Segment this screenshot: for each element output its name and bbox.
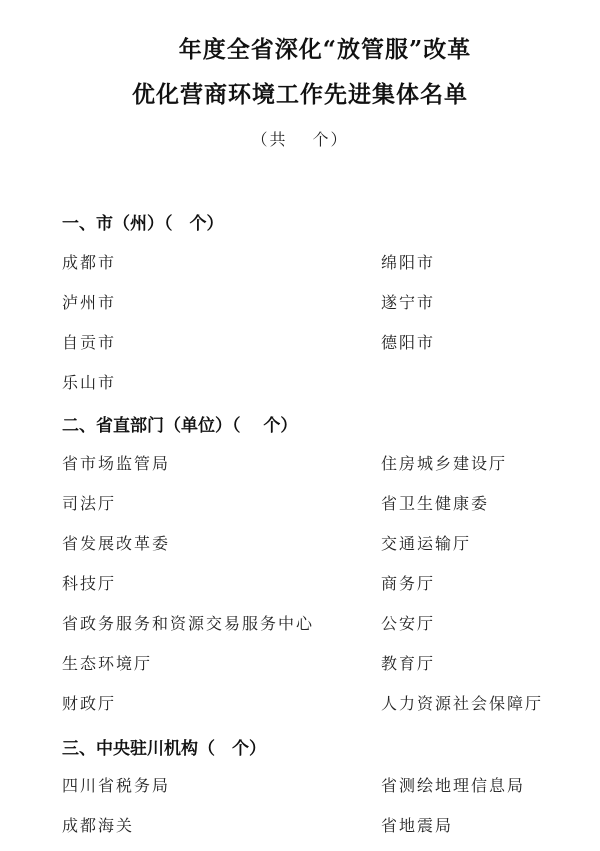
list-item: 绵阳市 <box>381 253 436 272</box>
list-item: 自贡市 <box>62 333 117 352</box>
list-item: 人力资源社会保障厅 <box>381 694 544 713</box>
list-item: 科技厅 <box>62 574 117 593</box>
list-item: 德阳市 <box>381 333 436 352</box>
title-line-1: 年度全省深化“放管服”改革 <box>178 36 472 63</box>
list-item: 司法厅 <box>62 494 117 513</box>
list-item: 生态环境厅 <box>62 654 153 673</box>
list-item: 财政厅 <box>62 694 117 713</box>
subtitle-count: （共 个） <box>251 130 349 149</box>
list-item: 遂宁市 <box>381 293 436 312</box>
list-item: 交通运输厅 <box>381 534 472 553</box>
list-item: 省卫生健康委 <box>381 494 490 513</box>
list-item: 省地震局 <box>381 816 454 835</box>
list-item: 省市场监管局 <box>62 454 171 473</box>
section-heading-provincial-departments: 二、省直部门（单位）（ 个） <box>62 416 298 436</box>
list-item: 成都海关 <box>62 816 135 835</box>
list-item: 商务厅 <box>381 574 436 593</box>
list-item: 教育厅 <box>381 654 436 673</box>
title-line-2: 优化营商环境工作先进集体名单 <box>132 81 468 108</box>
list-item: 乐山市 <box>62 373 117 392</box>
section-heading-cities: 一、市（州）（ 个） <box>62 214 224 234</box>
list-item: 泸州市 <box>62 293 117 312</box>
list-item: 省发展改革委 <box>62 534 171 553</box>
list-item: 公安厅 <box>381 614 436 633</box>
list-item: 省测绘地理信息局 <box>381 776 526 795</box>
list-item: 四川省税务局 <box>62 776 171 795</box>
section-heading-central-agencies: 三、中央驻川机构（ 个） <box>62 739 266 759</box>
list-item: 省政务服务和资源交易服务中心 <box>62 614 315 633</box>
list-item: 成都市 <box>62 253 117 272</box>
list-item: 住房城乡建设厅 <box>381 454 508 473</box>
